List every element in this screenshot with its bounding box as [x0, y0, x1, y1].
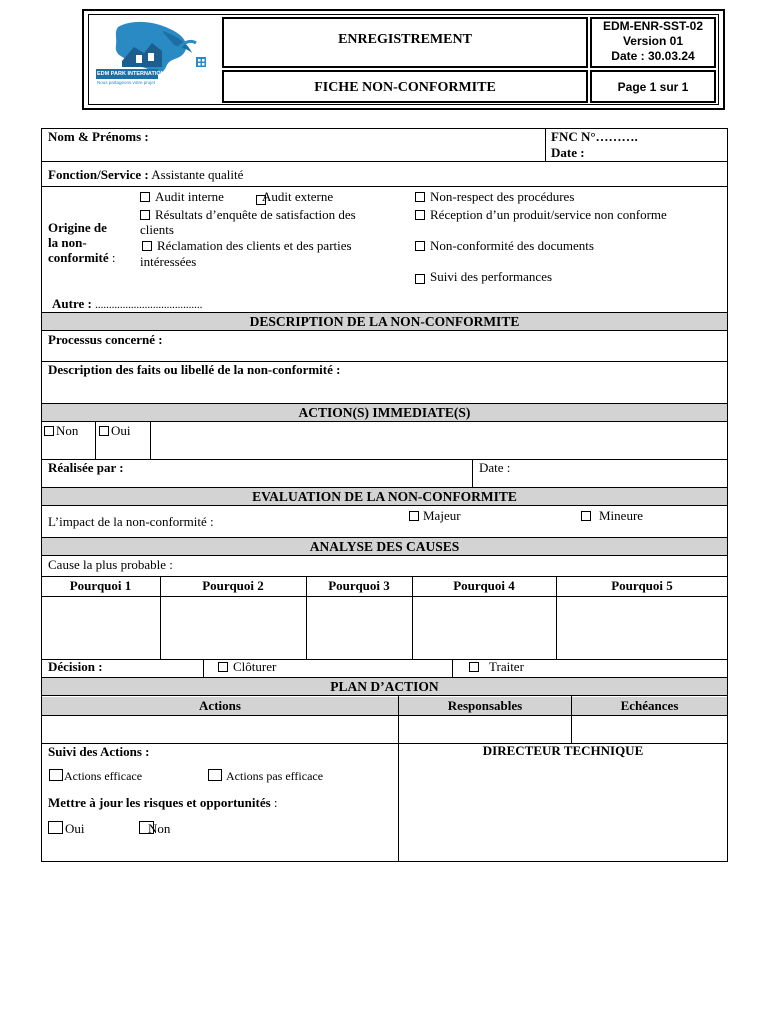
company-logo [92, 17, 218, 103]
checkbox-action-oui[interactable]: Oui [99, 423, 131, 439]
realisee-par-label: Réalisée par : [48, 460, 124, 475]
risques-row: Mettre à jour les risques et opportunités : [48, 795, 278, 810]
checkbox-icon [581, 511, 591, 521]
checkbox-icon [415, 274, 425, 284]
checkbox-traiter[interactable]: Traiter [469, 659, 524, 675]
checkbox-suivi-performances[interactable]: Suivi des performances [415, 269, 552, 285]
impact-label: L’impact de la non-conformité : [48, 514, 214, 529]
checkbox-icon [415, 210, 425, 220]
checkbox-non-respect[interactable]: Non-respect des procédures [415, 189, 574, 205]
checkbox-action-non[interactable]: Non [44, 423, 78, 439]
checkbox-icon [469, 662, 479, 672]
cause-probable-label: Cause la plus probable : [48, 557, 173, 572]
page-subtitle: FICHE NON-CONFORMITE [314, 80, 496, 95]
plan-col-actions: Actions [42, 697, 398, 715]
fonction-label: Fonction/Service : [48, 167, 149, 182]
checkbox-audit-externe[interactable]: Audit externe [256, 189, 333, 205]
checkbox-icon [44, 426, 54, 436]
pourquoi-4: Pourquoi 4 [453, 578, 515, 593]
section-plan-action: PLAN D’ACTION [41, 677, 728, 696]
reclamation-line2: intéressées [140, 254, 197, 269]
checkbox-icon [140, 210, 150, 220]
logo-text: EDM PARK INTERNATIONAL [97, 71, 172, 77]
autre-label: Autre : [52, 296, 92, 311]
checkbox-non-conformite-docs[interactable]: Non-conformité des documents [415, 238, 594, 254]
checkbox-reclamation[interactable]: Réclamation des clients et des parties [142, 238, 352, 254]
section-evaluation: EVALUATION DE LA NON-CONFORMITE [41, 487, 728, 506]
checkbox-cloturer[interactable]: Clôturer [218, 659, 276, 675]
pourquoi-1: Pourquoi 1 [69, 578, 132, 593]
checkbox-icon [208, 769, 222, 781]
origine-label-1: Origine de [48, 220, 107, 235]
fonction-row [48, 167, 243, 183]
processus-label: Processus concerné : [48, 332, 163, 347]
checkbox-icon [99, 426, 109, 436]
doc-version: Version 01 [622, 34, 684, 48]
page-title: ENREGISTREMENT [338, 32, 472, 47]
pourquoi-3: Pourquoi 3 [328, 578, 390, 593]
checkbox-actions-pas-efficace[interactable]: Actions pas efficace [208, 769, 323, 784]
doc-code: EDM-ENR-SST-02 [602, 19, 703, 33]
plan-col-responsables: Responsables [399, 697, 571, 715]
pourquoi-2: Pourquoi 2 [202, 578, 264, 593]
doc-date: Date : 30.03.24 [611, 49, 695, 63]
autre-row [52, 296, 202, 312]
checkbox-icon [140, 192, 150, 202]
action-date-label: Date : [479, 460, 511, 475]
fonction-value: Assistante qualité [151, 167, 244, 182]
resultats-enquete-line2: clients [140, 222, 174, 237]
checkbox-icon [48, 821, 63, 834]
checkbox-icon [49, 769, 63, 781]
fnc-date-label: Date : [551, 145, 585, 160]
page-number: Page 1 sur 1 [617, 80, 689, 94]
section-analyse: ANALYSE DES CAUSES [41, 537, 728, 556]
checkbox-risques-oui[interactable]: Oui [48, 821, 85, 837]
checkbox-majeur[interactable]: Majeur [409, 508, 461, 524]
description-faits-label: Description des faits ou libellé de la non-conformité : [48, 362, 341, 377]
checkbox-reception[interactable]: Réception d’un produit/service non conforme [415, 207, 667, 223]
name-label: Nom & Prénoms : [48, 129, 149, 144]
section-description: DESCRIPTION DE LA NON-CONFORMITE [41, 312, 728, 331]
checkbox-actions-efficace[interactable]: Actions efficace [49, 769, 142, 784]
origine-label-2: la non- [48, 235, 87, 250]
autre-field[interactable]: ....................................... [95, 299, 203, 311]
plan-col-echeances: Echéances [572, 697, 727, 715]
directeur-technique: DIRECTEUR TECHNIQUE [482, 743, 644, 758]
checkbox-icon [409, 511, 419, 521]
checkbox-risques-non[interactable]: Non [139, 821, 170, 837]
origine-label-3: conformité : [48, 250, 116, 265]
checkbox-icon [415, 192, 425, 202]
logo-tagline: Nous partageons votre projet [97, 80, 156, 85]
checkbox-icon [415, 241, 425, 251]
pourquoi-5: Pourquoi 5 [611, 578, 673, 593]
suivi-title: Suivi des Actions : [48, 744, 150, 759]
decision-label: Décision : [48, 659, 103, 674]
checkbox-resultats-enquete[interactable]: Résultats d’enquête de satisfaction des [140, 207, 356, 223]
checkbox-icon [218, 662, 228, 672]
checkbox-icon [142, 241, 152, 251]
checkbox-audit-interne[interactable]: Audit interne [140, 189, 224, 205]
fnc-number: FNC N°………. [551, 129, 638, 144]
section-actions-immediates: ACTION(S) IMMEDIATE(S) [41, 403, 728, 422]
checkbox-mineure[interactable]: Mineure [581, 508, 643, 524]
